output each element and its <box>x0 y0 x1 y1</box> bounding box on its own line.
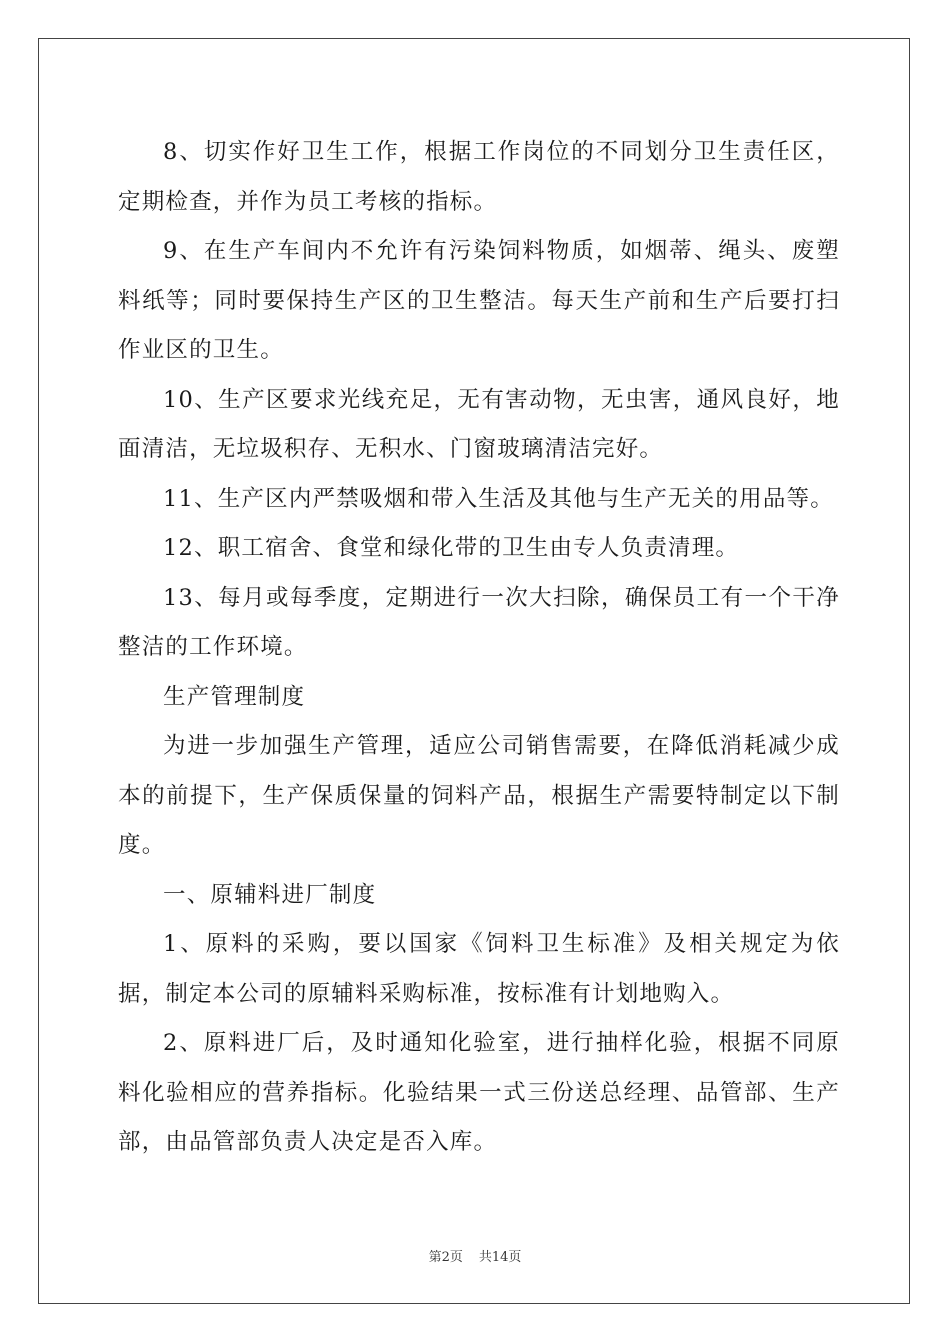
page-footer <box>0 1246 950 1265</box>
paragraph-item-2: 2、原料进厂后，及时通知化验室，进行抽样化验，根据不同原料化验相应的营养指标。化验结果一式三份送总经理、品管部、生产部，由品管部负责人决定是否入库。 <box>118 1030 840 1155</box>
paragraph-item-10: 10、生产区要求光线充足，无有害动物，无虫害，通风良好，地面清洁，无垃圾积存、无积水、门窗玻璃清洁完好。 <box>118 386 840 462</box>
document-body <box>118 128 840 1168</box>
page-number: 第2页 <box>428 1250 463 1265</box>
paragraph-item-13: 13、每月或每季度，定期进行一次大扫除，确保员工有一个干净整洁的工作环境。 <box>118 584 840 660</box>
page-total: 共14页 <box>478 1250 522 1265</box>
paragraph-item-9: 9、在生产车间内不允许有污染饲料物质，如烟蒂、绳头、废塑料纸等；同时要保持生产区的卫生整洁。每天生产前和生产后要打扫作业区的卫生。 <box>118 238 840 363</box>
subsection-heading-raw-materials: 一、原辅料进厂制度 <box>163 881 377 908</box>
paragraph-item-8: 8、切实作好卫生工作，根据工作岗位的不同划分卫生责任区，定期检查，并作为员工考核的指标。 <box>118 139 840 215</box>
intro-paragraph: 为进一步加强生产管理，适应公司销售需要，在降低消耗减少成本的前提下，生产保质保量的饲料产品，根据生产需要特制定以下制度。 <box>118 733 840 858</box>
paragraph-item-12: 12、职工宿舍、食堂和绿化带的卫生由专人负责清理。 <box>163 535 740 561</box>
section-heading-production-management: 生产管理制度 <box>163 683 306 710</box>
paragraph-item-1: 1、原料的采购，要以国家《饲料卫生标准》及相关规定为依据，制定本公司的原辅料采购标准，按标准有计划地购入。 <box>118 931 840 1007</box>
paragraph-item-11: 11、生产区内严禁吸烟和带入生活及其他与生产无关的用品等。 <box>163 485 834 512</box>
